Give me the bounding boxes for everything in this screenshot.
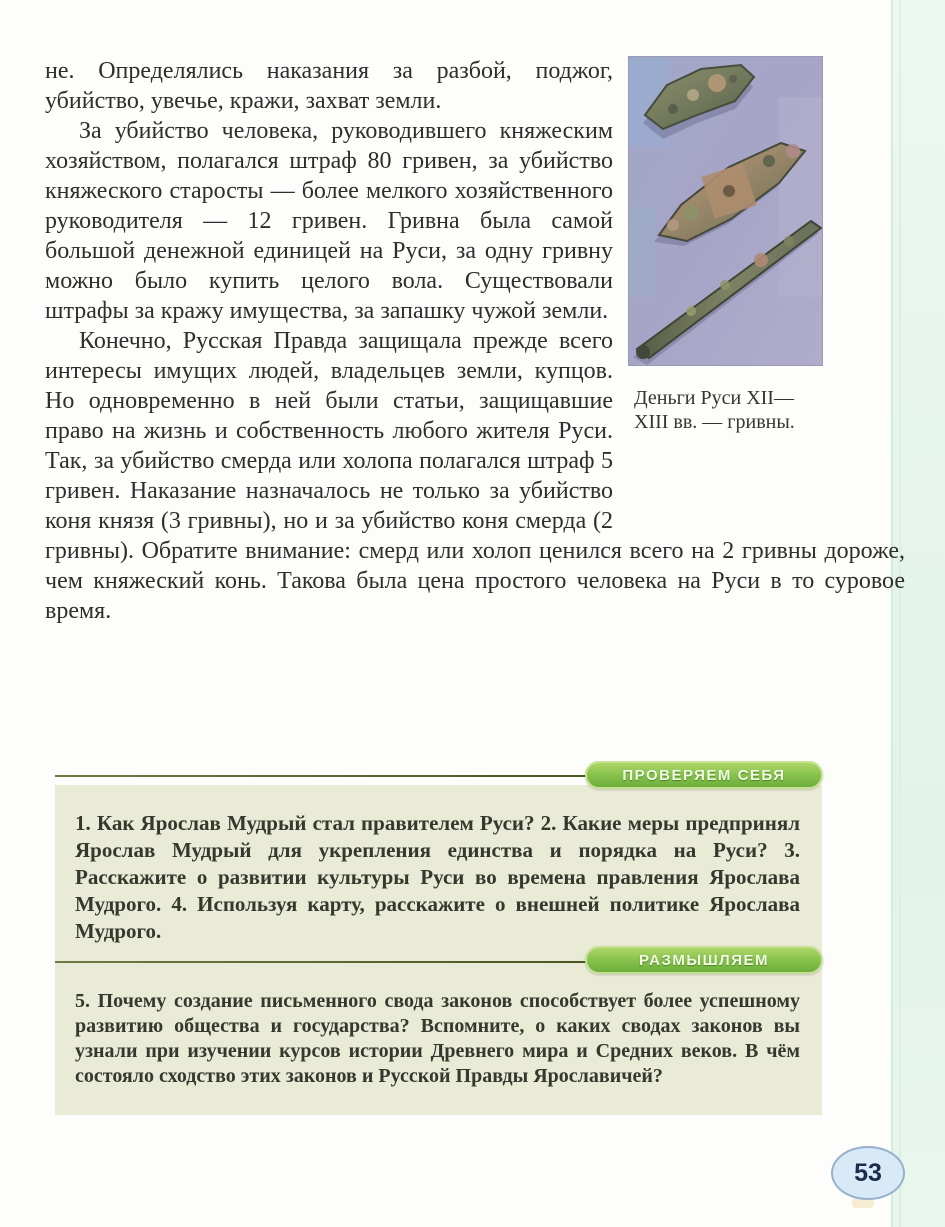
figure-caption: Деньги Руси XII—XIII вв. — гривны.	[634, 387, 795, 433]
figure-grivnas	[613, 56, 905, 508]
paragraph-fines: За убийство человека, руководившего княжеским хозяйством, полагался штраф 80 гривен, за убийство княжеского старосты — более мелкого хозяйственного руководителя — 12 гривен. Гривна была самой большой денежной единицей на Руси, за одну гривну можно было купить целого вола. Существовали штрафы за кражу имущества, за запашку чужой земли.	[45, 118, 613, 324]
section-rule-reflect	[55, 961, 595, 963]
section-rule-check-yourself	[55, 775, 595, 777]
page-number-label: 53	[854, 1158, 882, 1187]
banner-reflect: РАЗМЫШЛЯЕМ	[585, 946, 823, 974]
page-number-badge	[831, 1146, 905, 1200]
reflect-question: 5. Почему создание письменного свода законов способствует более успешному развитию общества и государства? Вспомните, о каких сводах законов вы узнали при изучении курсов истории Древнего мира и Средних веков. В чём состояло сходство этих законов и Русской Правды Ярославичей?	[75, 990, 800, 1087]
grivna-ingots-photo	[628, 56, 823, 366]
reflect-box	[55, 962, 822, 1115]
check-yourself-box	[55, 785, 822, 962]
paragraph-russkaya-pravda: Конечно, Русская Правда защищала прежде всего интересы имущих людей, владельцев земли, купцов. Но одновременно в ней были статьи, защищавшие право на жизнь и собственность любого жителя Руси. Так, за убийство смерда или холопа полагался штраф 5 гривен. Наказание назначалось не только за убийство коня князя (3 гривны), но и за убийство коня смерда (2 гривны). Обратите внимание: смерд или холоп ценился всего на 2 гривны дороже, чем княжеский конь. Такова была цена простого человека на Руси в то суровое время.	[45, 328, 905, 624]
paragraph-continuation: не. Определялись наказания за разбой, поджог, убийство, увечье, кражи, захват земли.	[45, 58, 613, 114]
body-text	[45, 56, 905, 626]
check-yourself-questions: 1. Как Ярослав Мудрый стал правителем Руси? 2. Какие меры предпринял Ярослав Мудрый для укрепления единства и порядка на Руси? 3. Расскажите о развитии культуры Руси во времена правления Ярослава Мудрого. 4. Используя карту, расскажите о внешней политике Ярослава Мудрого.	[75, 811, 800, 943]
banner-check-yourself: ПРОВЕРЯЕМ СЕБЯ	[585, 761, 823, 789]
